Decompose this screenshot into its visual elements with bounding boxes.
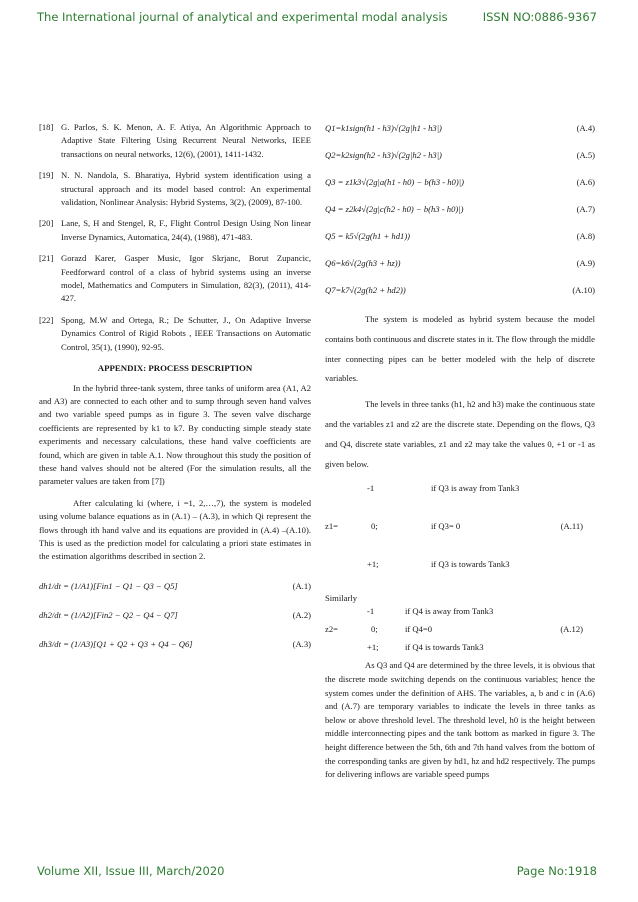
equation-a9: [325, 250, 595, 277]
reference-number: [19]: [39, 170, 54, 181]
equation-expression: Q5 = k5√(2g(h1 + hd1)): [325, 230, 411, 241]
case-value: +1;: [367, 642, 379, 653]
appendix-heading: APPENDIX: PROCESS DESCRIPTION: [97, 363, 253, 374]
reference-text: N. N. Nandola, S. Bharatiya, Hybrid system identification using a structural approach and its model based control: An experimental validation, Nonlinear Analysis: Hybrid Systems, 3(2), (2009), 87-100.: [61, 170, 311, 208]
equation-number: (A.8): [576, 230, 595, 241]
equation-a10: [325, 277, 595, 304]
equation-a8: [325, 223, 595, 250]
case-value: +1;: [367, 559, 379, 570]
equation-expression: dh3/dt = (1/A3)[Q1 + Q2 + Q3 + Q4 − Q6]: [39, 638, 193, 649]
equation-expression: Q6=k6√(2g(h3 + hz)): [325, 257, 401, 268]
right-column: [325, 115, 595, 790]
reference-item: [39, 252, 311, 306]
equation-a4: [325, 115, 595, 142]
reference-text: Lane, S, H and Stengel, R, F., Flight Control Design Using Non linear Inverse Dynamics, Automatica, 24(4), (1988), 471-483.: [61, 218, 311, 242]
case-condition: if Q4 is towards Tank3: [405, 642, 484, 653]
right-paragraph-1: The system is modeled as hybrid system because the model contains both continuous and discrete states in it. The flow through the middle inter connecting pipes can be better modeled with the help of discrete variables.: [325, 314, 595, 384]
equation-expression: dh2/dt = (1/A2)[Fin2 − Q2 − Q4 − Q7]: [39, 609, 178, 620]
left-column: [39, 121, 311, 659]
reference-item: [39, 121, 311, 161]
case-label: z1=: [325, 521, 338, 532]
equation-number: (A.6): [576, 176, 595, 187]
footer-volume: Volume XII, Issue III, March/2020: [37, 864, 225, 878]
reference-number: [21]: [39, 253, 54, 264]
reference-item: [39, 314, 311, 354]
case-value: -1: [367, 483, 375, 494]
reference-number: [20]: [39, 218, 54, 229]
case-condition: if Q3 is away from Tank3: [431, 483, 520, 494]
right-paragraph-3: As Q3 and Q4 are determined by the three levels, it is obvious that the discrete mode switching depends on the continuous variables; hence the system comes under the definition of AHS. The variables, a, b and c in (A.6) and (A.7) are temporary variables to indicate the levels in three tanks as below or above threshold level. The threshold level, h0 is the height between middle interconnecting pipes and the tank bottom as marked in figure 3. The height difference between the 5th, 6th and 7th hand valves from the bottom of the corresponding tanks are given by hd1, hz and hd2 respectively. The pumps for delivering inflows are variable speed pumps: [325, 660, 595, 780]
equation-number: (A.9): [576, 257, 595, 268]
reference-text: Gorazd Karer, Gasper Music, Igor Skrjanc, Borut Zupancic, Feedforward control of a class of hybrid systems using an inverse model, Mathematics and Computers in Simulation, 82(3), (2011), 414-427.: [61, 253, 311, 304]
footer-page-number: Page No:1918: [516, 864, 597, 878]
equation-a5: [325, 142, 595, 169]
equation-a7: [325, 196, 595, 223]
case-value: -1: [367, 606, 375, 617]
equation-a1: [39, 572, 311, 601]
equation-expression: Q2=k2sign(h2 - h3)√(2g|h2 - h3|): [325, 149, 442, 160]
equation-a6: [325, 169, 595, 196]
case-condition: if Q4 is away from Tank3: [405, 606, 494, 617]
equation-a2: [39, 601, 311, 630]
reference-item: [39, 217, 311, 244]
equation-number: (A.12): [560, 624, 583, 635]
equation-a3: [39, 630, 311, 659]
equation-number: (A.3): [292, 638, 311, 649]
case-value: 0;: [371, 624, 378, 635]
equation-expression: Q7=k7√(2g(h2 + hd2)): [325, 284, 406, 295]
equation-expression: Q4 = z2k4√(2g|c(h2 - h0) − b(h3 - h0)|): [325, 203, 464, 214]
equation-number: (A.1): [292, 580, 311, 591]
reference-text: Spong, M.W and Ortega, R.; De Schutter, J., On Adaptive Inverse Dynamics Control of Rigid Robots , IEEE Transactions on Automatic Control, 35(1), (1990), 92-95.: [61, 314, 311, 352]
similarly-label: Similarly: [325, 593, 357, 604]
equation-number: (A.2): [292, 609, 311, 620]
equation-expression: Q1=k1sign(h1 - h3)√(2g|h1 - h3|): [325, 122, 442, 133]
equation-number: (A.5): [576, 149, 595, 160]
z2-definition: [325, 605, 595, 659]
reference-text: G. Parlos, S. K. Menon, A. F. Atiya, An Algorithmic Approach to Adaptive State Filtering Using Recurrent Neural Networks, IEEE transactions on neural networks, 12(6), (2001), 1411-1432.: [61, 122, 311, 159]
equation-expression: Q3 = z1k3√(2g|a(h1 - h0) − b(h3 - h0)|): [325, 176, 464, 187]
reference-number: [22]: [39, 314, 54, 325]
appendix-paragraph-1: In the hybrid three-tank system, three tanks of uniform area (A1, A2 and A3) are connected to each other and to sump through seven hand valves and two variable speed pumps as in figure 3. The seven valve discharge coefficients are represented by k1 to k7. By conducting simple steady state experiments and necessary calculations, these hand valve coefficients are found, which are given in table A.1. Now throughout this study the position of these hand valves should not be altered (For the simulation results, all the parameter values are taken from [7]): [39, 382, 311, 487]
case-condition: if Q3= 0: [431, 521, 461, 532]
case-condition: if Q3 is towards Tank3: [431, 559, 510, 570]
journal-title: The International journal of analytical and experimental modal analysis: [37, 10, 448, 24]
equation-number: (A.10): [572, 284, 595, 295]
equation-number: (A.7): [576, 203, 595, 214]
issn-label: ISSN NO:0886-9367: [482, 10, 597, 24]
case-value: 0;: [371, 521, 378, 532]
equation-number: (A.11): [560, 521, 583, 532]
case-condition: if Q4=0: [405, 624, 433, 635]
equation-number: (A.4): [576, 122, 595, 133]
case-label: z2=: [325, 624, 338, 635]
right-paragraph-2: The levels in three tanks (h1, h2 and h3) make the continuous state and the variables z1 and z2 are the discrete state. Depending on the flows, Q3 and Q4, discrete state variables, z1 and z2 may take the values 0, +1 or -1 as given below.: [325, 399, 595, 469]
reference-number: [18]: [39, 122, 54, 132]
reference-item: [39, 169, 311, 209]
appendix-paragraph-2: After calculating ki (where, i =1, 2,…,7), the system is modeled using volume balance equations as in (A.1) – (A.3), in which Qi represent the flows through ith hand valve and its equations are provided in (A.4) –(A.10). This is used as the prediction model for calculating a priori state estimates in the estimation algorithms described in section 2.: [39, 497, 311, 562]
equation-expression: dh1/dt = (1/A1)[Fin1 − Q1 − Q3 − Q5]: [39, 580, 178, 591]
z1-definition: [325, 480, 595, 590]
